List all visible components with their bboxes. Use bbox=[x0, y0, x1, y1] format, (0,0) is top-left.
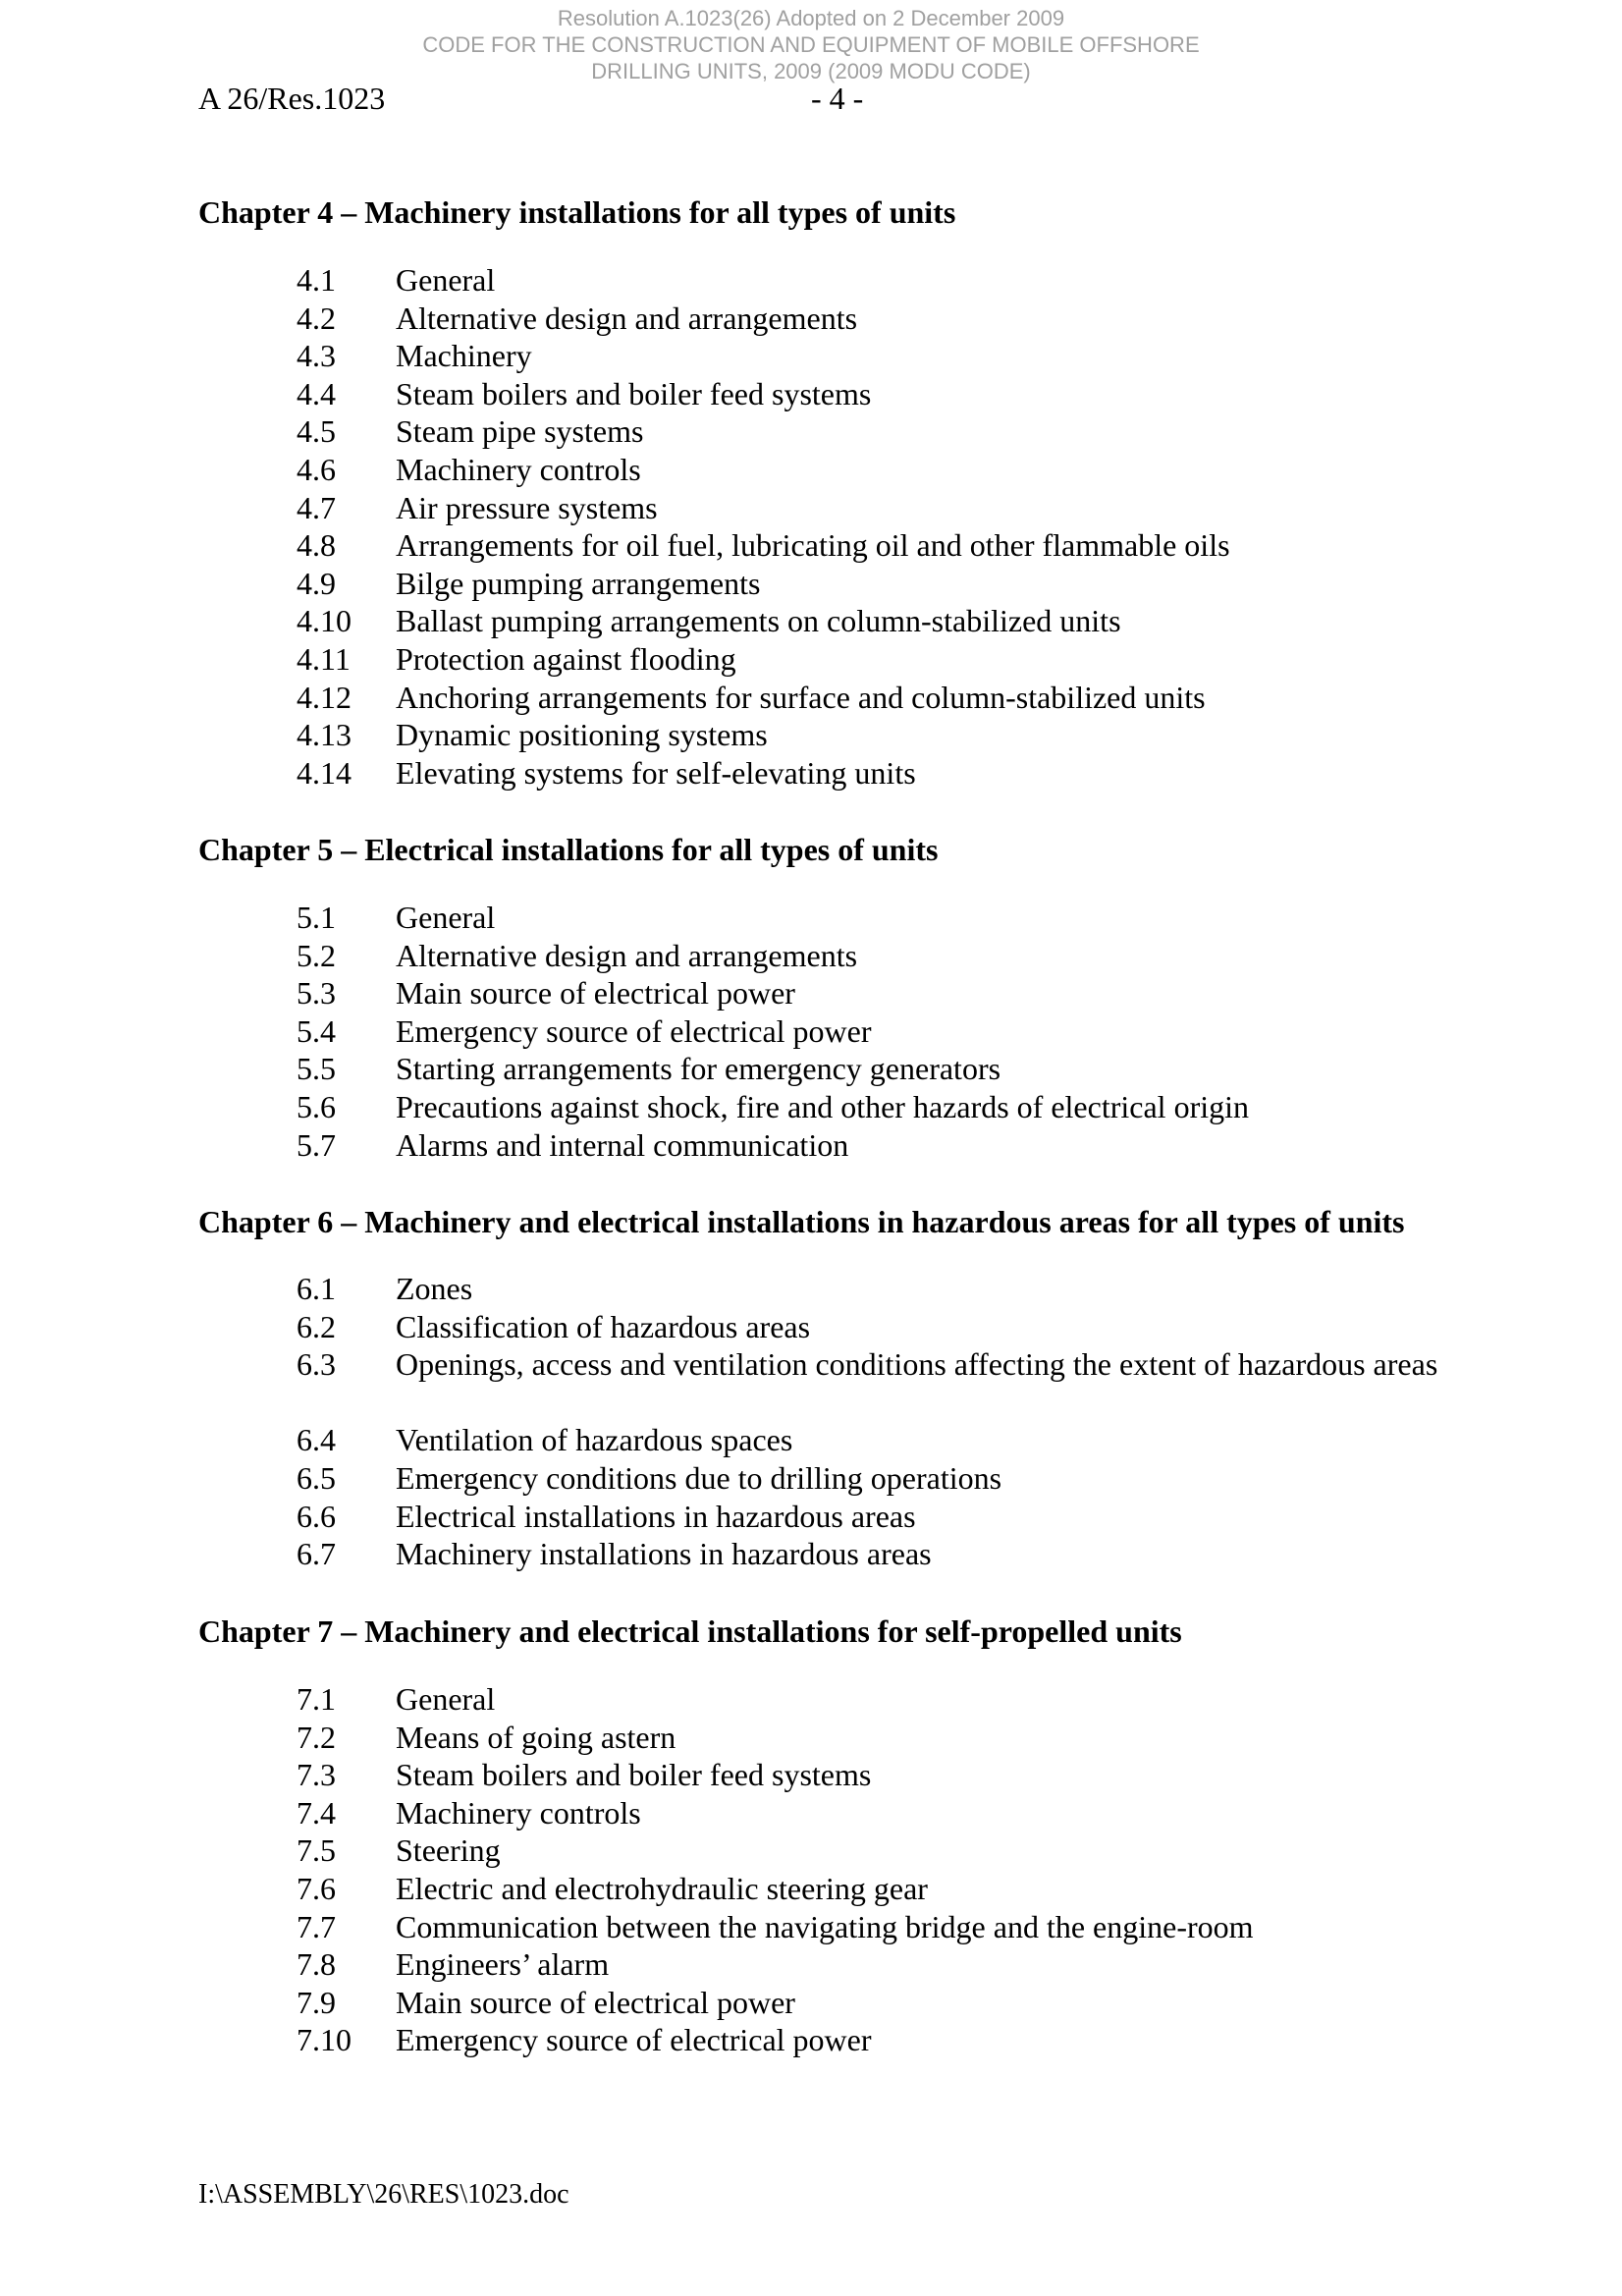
item-number: 4.13 bbox=[297, 717, 351, 753]
item-number: 6.4 bbox=[297, 1422, 336, 1458]
item-text: Dynamic positioning systems bbox=[396, 717, 768, 753]
item-text: Protection against flooding bbox=[396, 641, 736, 677]
item-number: 5.5 bbox=[297, 1051, 336, 1087]
item-text: Engineers’ alarm bbox=[396, 1946, 610, 1983]
footer-file-path: I:\ASSEMBLY\26\RES\1023.doc bbox=[198, 2179, 569, 2210]
item-text: Emergency source of electrical power bbox=[396, 1012, 872, 1049]
item-text: Bilge pumping arrangements bbox=[396, 565, 761, 601]
chapter-heading: Chapter 5 – Electrical installations for all types of units bbox=[198, 832, 939, 867]
item-text: Main source of electrical power bbox=[396, 1984, 795, 2020]
item-text: Machinery controls bbox=[396, 452, 641, 487]
item-number: 4.8 bbox=[297, 527, 336, 564]
item-text: Steam boilers and boiler feed systems bbox=[396, 1757, 872, 1793]
item-text: General bbox=[396, 900, 496, 935]
item-number: 5.1 bbox=[297, 900, 336, 935]
item-text: Machinery controls bbox=[396, 1794, 641, 1831]
item-text: Machinery bbox=[396, 338, 532, 374]
item-number: 4.6 bbox=[297, 452, 336, 487]
item-number: 5.2 bbox=[297, 937, 336, 973]
item-text: Electric and electrohydraulic steering gear bbox=[396, 1871, 928, 1906]
item-text: Machinery installations in hazardous areas bbox=[396, 1536, 932, 1572]
item-number: 6.6 bbox=[297, 1498, 336, 1534]
watermark-line-3: DRILLING UNITS, 2009 (2009 MODU CODE) bbox=[591, 59, 1031, 83]
item-text: Steering bbox=[396, 1832, 501, 1869]
item-text: General bbox=[396, 1681, 496, 1717]
item-number: 4.10 bbox=[297, 603, 351, 639]
item-text: Means of going astern bbox=[396, 1719, 676, 1755]
item-text: Anchoring arrangements for surface and column-stabilized units bbox=[396, 679, 1206, 715]
item-number: 4.1 bbox=[297, 262, 336, 298]
item-number: 7.9 bbox=[297, 1984, 336, 2020]
item-number: 4.9 bbox=[297, 565, 336, 601]
item-text: Air pressure systems bbox=[396, 489, 658, 525]
watermark-line-2: CODE FOR THE CONSTRUCTION AND EQUIPMENT OF MOBILE OFFSHORE bbox=[422, 32, 1200, 57]
item-number: 5.7 bbox=[297, 1126, 336, 1163]
item-number: 6.7 bbox=[297, 1536, 336, 1572]
item-number: 4.3 bbox=[297, 338, 336, 374]
item-number: 7.2 bbox=[297, 1719, 336, 1755]
item-text: Elevating systems for self-elevating units bbox=[396, 754, 916, 791]
item-text: Openings, access and ventilation conditions affecting the extent of hazardous areas bbox=[396, 1346, 1438, 1383]
item-text: Ventilation of hazardous spaces bbox=[396, 1422, 793, 1458]
item-number: 6.5 bbox=[297, 1460, 336, 1496]
item-number: 4.7 bbox=[297, 489, 336, 525]
item-number: 5.3 bbox=[297, 975, 336, 1011]
item-number: 4.2 bbox=[297, 300, 336, 336]
item-text: Alternative design and arrangements bbox=[396, 300, 858, 336]
item-number: 7.4 bbox=[297, 1794, 336, 1831]
item-text: Main source of electrical power bbox=[396, 975, 795, 1011]
item-number: 7.3 bbox=[297, 1757, 336, 1793]
item-text: Ballast pumping arrangements on column-stabilized units bbox=[396, 603, 1121, 639]
item-text: Alternative design and arrangements bbox=[396, 937, 858, 973]
item-text: Starting arrangements for emergency generators bbox=[396, 1051, 1001, 1087]
item-text: Emergency source of electrical power bbox=[396, 2022, 872, 2058]
item-number: 6.2 bbox=[297, 1308, 336, 1344]
item-text: Steam pipe systems bbox=[396, 413, 644, 450]
chapter-heading: Chapter 4 – Machinery installations for all types of units bbox=[198, 194, 956, 230]
chapter-heading: Chapter 7 – Machinery and electrical installations for self-propelled units bbox=[198, 1613, 1182, 1649]
item-number: 6.1 bbox=[297, 1271, 336, 1306]
item-text: Electrical installations in hazardous areas bbox=[396, 1498, 916, 1534]
item-number: 7.7 bbox=[297, 1908, 336, 1944]
item-number: 7.8 bbox=[297, 1946, 336, 1983]
item-text: Arrangements for oil fuel, lubricating oil and other flammable oils bbox=[396, 527, 1230, 564]
item-text: Precautions against shock, fire and other hazards of electrical origin bbox=[396, 1089, 1249, 1124]
item-number: 5.6 bbox=[297, 1089, 336, 1124]
item-number: 7.10 bbox=[297, 2022, 351, 2058]
item-text: Zones bbox=[396, 1271, 473, 1306]
item-number: 4.11 bbox=[297, 641, 351, 677]
item-text: Steam boilers and boiler feed systems bbox=[396, 375, 872, 411]
item-number: 7.5 bbox=[297, 1832, 336, 1869]
item-number: 4.12 bbox=[297, 679, 351, 715]
item-number: 7.1 bbox=[297, 1681, 336, 1717]
document-id: A 26/Res.1023 bbox=[198, 81, 386, 116]
item-number: 4.5 bbox=[297, 413, 336, 450]
item-number: 4.4 bbox=[297, 375, 336, 411]
item-number: 5.4 bbox=[297, 1012, 336, 1049]
item-number: 7.6 bbox=[297, 1871, 336, 1906]
item-text: Communication between the navigating bridge and the engine-room bbox=[396, 1908, 1254, 1944]
item-number: 4.14 bbox=[297, 754, 351, 791]
item-number: 6.3 bbox=[297, 1346, 336, 1383]
page-number: - 4 - bbox=[811, 81, 864, 116]
watermark-line-1: Resolution A.1023(26) Adopted on 2 December 2009 bbox=[557, 6, 1065, 30]
chapter-heading: Chapter 6 – Machinery and electrical installations in hazardous areas for all types of units bbox=[198, 1204, 1405, 1239]
item-text: General bbox=[396, 262, 496, 298]
item-text: Emergency conditions due to drilling operations bbox=[396, 1460, 1002, 1496]
item-text: Classification of hazardous areas bbox=[396, 1308, 811, 1344]
item-text: Alarms and internal communication bbox=[396, 1126, 849, 1163]
